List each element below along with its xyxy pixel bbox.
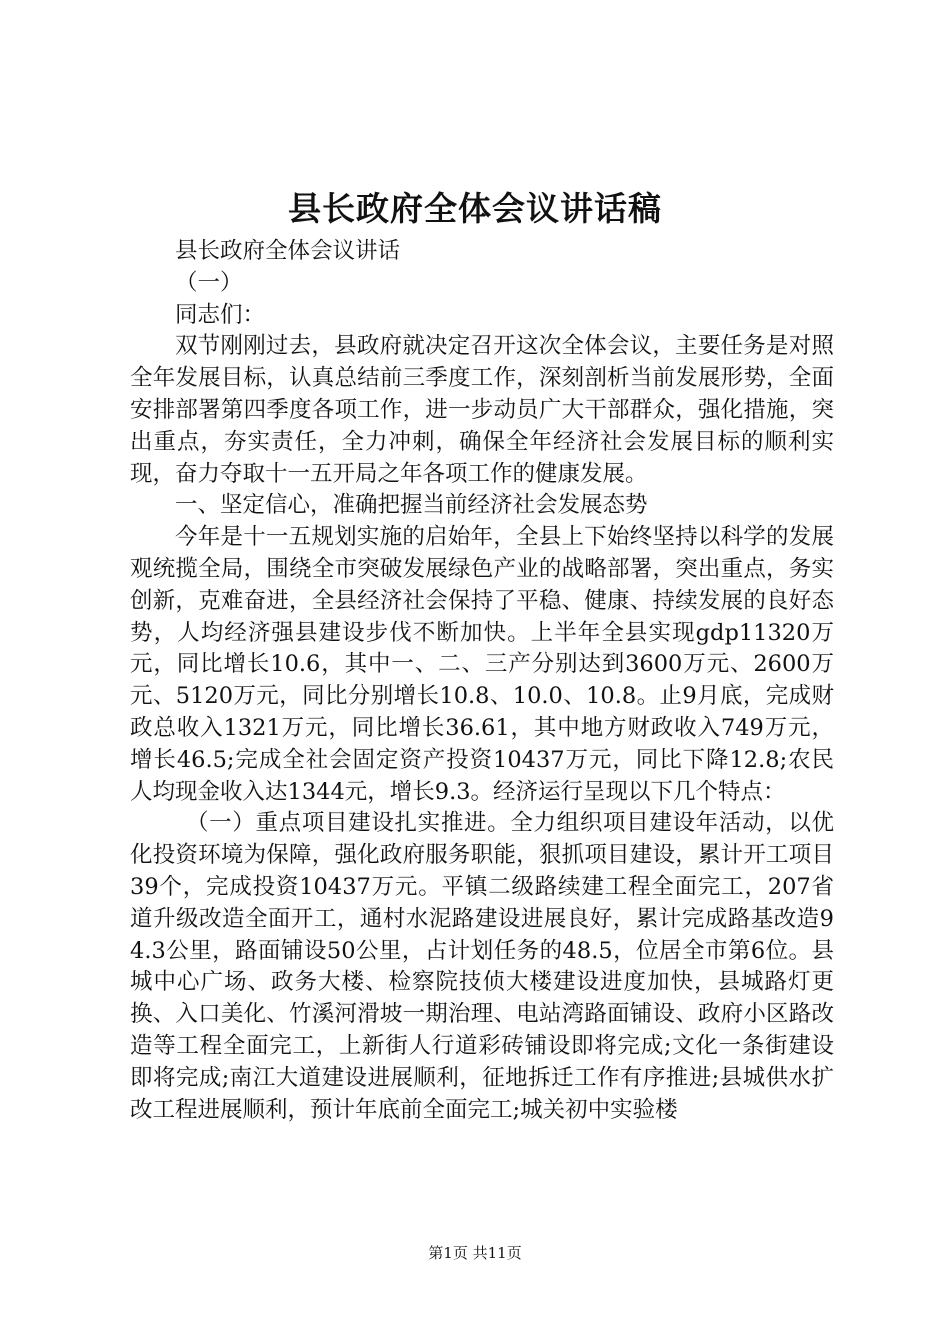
body-paragraph: （一）重点项目建设扎实推进。全力组织项目建设年活动，以优化投资环境为保障，强化政府服务职能，狠抓项目建设，累计开工项目39个，完成投资10437万元。平镇二级路续建工程全面完工，207省道升级改造全面开工，通村水泥路建设进展良好，累计完成路基改造94.3公里，路面铺设50公里，占计划任务的48.5，位居全市第6位。县城中心广场、政务大楼、检察院技侦大楼建设进度加快，县城路灯更换、入口美化、竹溪河滑坡一期治理、电站湾路面铺设、政府小区路改造等工程全面完工，上新街人行道彩砖铺设即将完成;文化一条街建设即将完成;南江大道建设进展顺利，征地拆迁工作有序推进;县城供水扩改工程进展顺利，预计年底前全面完工;城关初中实验楼 <box>130 810 834 1123</box>
page-footer: 第1页 共11页 <box>428 1244 522 1262</box>
section-heading-paragraph: 一、坚定信心，准确把握当前经济社会发展态势 <box>175 492 648 519</box>
body-paragraph: 双节刚刚过去，县政府就决定召开这次全体会议，主要任务是对照全年发展目标，认真总结前三季度工作，深刻剖析当前发展形势，全面安排部署第四季度各项工作，进一步动员广大干部群众，强化措施，突出重点，夯实责任，全力冲刺，确保全年经济社会发展目标的顺利实现，奋力夺取十一五开局之年各项工作的健康发展。 <box>130 333 834 487</box>
body-paragraph: 今年是十一五规划实施的启始年，全县上下始终坚持以科学的发展观统揽全局，围绕全市突破发展绿色产业的战略部署，突出重点，务实创新，克难奋进，全县经济社会保持了平稳、健康、持续发展的良好态势，人均经济强县建设步伐不断加快。上半年全县实现gdp11320万元，同比增长10.6，其中一、二、三产分别达到3600万元、2600万元、5120万元，同比分别增长10.8、10.0、10.8。止9月底，完成财政总收入1321万元，同比增长36.61，其中地方财政收入749万元，增长46.5;完成全社会固定资产投资10437万元，同比下降12.8;农民人均现金收入达1344元，增长9.3。经济运行呈现以下几个特点： <box>130 524 834 805</box>
salutation-paragraph: 同志们： <box>175 301 266 328</box>
section-number-paragraph: （一） <box>175 269 243 296</box>
document-title: 县长政府全体会议讲话稿 <box>288 189 662 228</box>
document-body <box>130 236 834 1126</box>
subtitle-paragraph: 县长政府全体会议讲话 <box>175 238 401 264</box>
